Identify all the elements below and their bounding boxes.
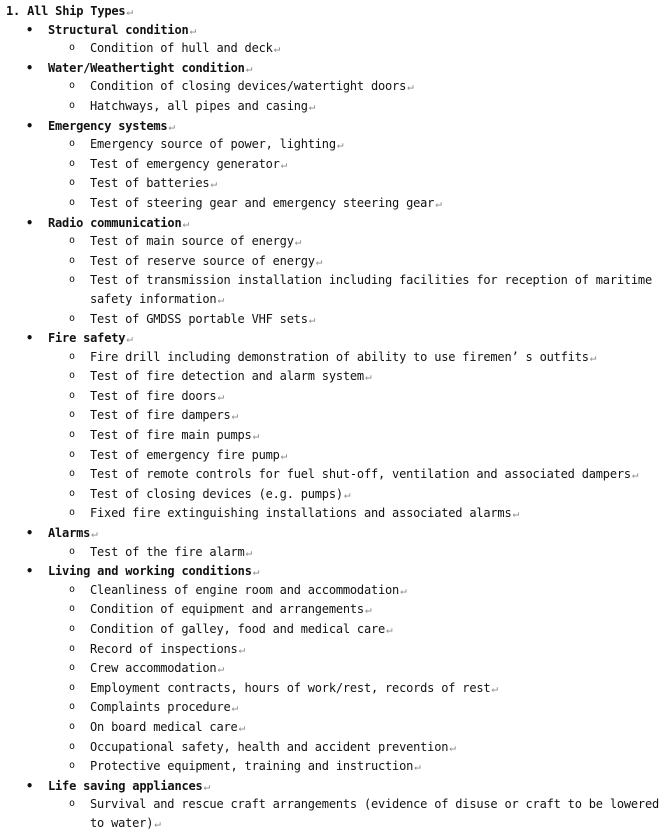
list-item-text: Condition of galley, food and medical care [90,622,386,636]
paragraph-mark-icon: ↵ [273,42,281,56]
circle-bullet-icon: o [69,235,75,247]
list-item [6,367,672,387]
list-item-text: Condition of closing devices/watertight doors [90,79,407,94]
paragraph-mark-icon: ↵ [294,235,302,249]
section-heading [6,329,672,348]
paragraph-mark-icon: ↵ [414,760,421,774]
paragraph-mark-icon: ↵ [245,545,252,559]
paragraph-mark-icon: ↵ [364,370,372,384]
paragraph-mark-icon: ↵ [280,448,288,462]
list-item-text: On board medical care [90,719,238,734]
section-heading [6,117,672,136]
paragraph-mark-icon: ↵ [231,701,238,715]
list-item [6,679,672,699]
circle-bullet-icon: o [69,603,75,615]
paragraph-mark-icon: ↵ [126,332,133,346]
list-item [6,543,672,563]
circle-bullet-icon: o [69,42,75,54]
circle-bullet-icon: o [69,157,75,169]
list-item [6,620,672,640]
bullet-icon: • [26,526,34,541]
circle-bullet-icon: o [69,545,75,557]
list-item-text: Protective equipment, training and instruction [90,759,414,774]
list-item-text: Record of inspections [90,641,238,656]
paragraph-mark-icon: ↵ [217,292,224,306]
paragraph-mark-icon: ↵ [400,583,407,597]
bullet-icon: • [26,215,34,230]
list-item-text: Fixed fire extinguishing installations and associated alarms [90,506,512,521]
circle-bullet-icon: o [69,312,75,324]
list-item [6,39,672,59]
circle-bullet-icon: o [69,99,75,111]
section-title: Radio communication [48,215,182,230]
list-item-text: Test of fire detection and alarm system [90,369,364,384]
list-item-text: Test of transmission installation including facilities for reception of maritime safety information [90,273,652,306]
paragraph-mark-icon: ↵ [386,623,393,636]
list-item-text: Test of closing devices (e.g. pumps) [90,486,343,501]
paragraph-mark-icon: ↵ [245,61,253,75]
paragraph-mark-icon: ↵ [126,5,133,18]
list-item [6,640,672,660]
list-item [6,135,672,155]
list-item [6,310,672,330]
list-item-text: Fire drill including demonstration of ability to use firemen’ s outfits [90,349,589,364]
circle-bullet-icon: o [69,448,75,460]
circle-bullet-icon: o [69,350,75,362]
paragraph-mark-icon: ↵ [512,507,519,521]
paragraph-mark-icon: ↵ [189,23,196,37]
section-heading [6,59,672,78]
list-item [6,581,672,601]
list-item-text: Test of steering gear and emergency steering gear [90,195,435,210]
paragraph-mark-icon: ↵ [631,468,639,482]
paragraph-mark-icon: ↵ [407,80,414,94]
circle-bullet-icon: o [69,80,75,92]
list-item [6,485,672,505]
list-item-text: Test of main source of energy [90,234,294,249]
circle-bullet-icon: o [69,623,75,634]
list-item-text: Cleanliness of engine room and accommodation [90,582,400,597]
list-item-text: Test of reserve source of energy [90,253,315,268]
section-title: Water/Weathertight condition [48,60,245,75]
list-item [6,348,672,368]
list-item-text: Crew accommodation [90,661,217,676]
section-heading [6,21,672,40]
section-heading [6,214,672,233]
section-title: Emergency systems [48,118,168,133]
bullet-icon: • [26,60,34,75]
bullet-icon: • [26,778,34,793]
circle-bullet-icon: o [69,642,75,654]
bullet-icon: • [26,564,34,579]
circle-bullet-icon: o [69,798,75,810]
list-item [6,698,672,718]
section-heading [6,777,672,796]
list-item [6,387,672,407]
paragraph-mark-icon: ↵ [343,487,351,501]
paragraph-mark-icon: ↵ [252,429,260,443]
paragraph-mark-icon: ↵ [308,99,316,113]
section-heading [6,524,672,543]
list-item-text: Hatchways, all pipes and casing [90,98,308,113]
list-item-text: Condition of hull and deck [90,41,273,56]
list-item [6,795,672,833]
list-item-text: Condition of equipment and arrangements [90,602,364,617]
paragraph-mark-icon: ↵ [491,681,498,695]
list-item [6,446,672,466]
circle-bullet-icon: o [69,760,75,772]
list-item-text: Test of fire dampers [90,408,231,423]
paragraph-mark-icon: ↵ [217,662,224,676]
circle-bullet-icon: o [69,274,75,286]
bullet-icon: • [26,118,34,133]
list-item-text: Test of GMDSS portable VHF sets [90,311,308,326]
circle-bullet-icon: o [69,681,75,693]
paragraph-mark-icon: ↵ [364,603,372,617]
section-title: Structural condition [48,22,189,37]
list-item-text: Employment contracts, hours of work/rest, records of rest [90,680,491,695]
paragraph-mark-icon: ↵ [238,720,245,734]
list-item [6,155,672,175]
list-item-text: Test of the fire alarm [90,544,245,559]
paragraph-mark-icon: ↵ [315,254,323,268]
list-item [6,600,672,620]
section-title: Alarms [48,526,91,541]
paragraph-mark-icon: ↵ [449,740,456,754]
bullet-icon: • [26,22,34,37]
paragraph-mark-icon: ↵ [168,119,175,133]
circle-bullet-icon: o [69,468,75,480]
circle-bullet-icon: o [69,662,75,674]
circle-bullet-icon: o [69,254,75,266]
list-item [6,252,672,272]
paragraph-mark-icon: ↵ [154,816,161,830]
circle-bullet-icon: o [69,740,75,752]
circle-bullet-icon: o [69,429,75,441]
paragraph-mark-icon: ↵ [217,389,224,403]
paragraph-mark-icon: ↵ [182,216,189,230]
circle-bullet-icon: o [69,138,75,150]
list-item [6,504,672,524]
list-item-text: Test of remote controls for fuel shut-off, ventilation and associated dampers [90,467,631,482]
circle-bullet-icon: o [69,196,75,208]
section-title: Living and working conditions [48,564,252,579]
list-item-text: Test of fire doors [90,388,217,403]
list-item [6,659,672,679]
paragraph-mark-icon: ↵ [435,196,442,210]
heading [6,2,672,21]
list-item [6,738,672,758]
list-item-text: Emergency source of power, lighting [90,137,336,152]
list-item [6,232,672,252]
list-item [6,271,672,309]
paragraph-mark-icon: ↵ [91,527,98,541]
list-item [6,406,672,426]
list-item [6,174,672,194]
paragraph-mark-icon: ↵ [231,409,238,423]
list-item-text: Test of fire main pumps [90,428,252,443]
paragraph-mark-icon: ↵ [308,312,316,326]
list-item [6,465,672,485]
section-title: Life saving appliances [48,778,203,793]
circle-bullet-icon: o [69,701,75,713]
paragraph-mark-icon: ↵ [203,779,210,793]
paragraph-mark-icon: ↵ [336,138,344,152]
list-item [6,97,672,117]
paragraph-mark-icon: ↵ [280,157,288,171]
bullet-icon: • [26,331,34,346]
section-heading [6,562,672,581]
paragraph-mark-icon: ↵ [589,350,597,364]
heading-text: 1. All Ship Types [6,4,126,18]
list-item [6,77,672,97]
list-item-text: Test of batteries [90,176,210,191]
list-item [6,426,672,446]
list-item [6,718,672,738]
circle-bullet-icon: o [69,487,75,499]
circle-bullet-icon: o [69,409,75,421]
paragraph-mark-icon: ↵ [210,177,217,191]
circle-bullet-icon: o [69,389,75,401]
circle-bullet-icon: o [69,507,75,519]
list-item-text: Test of emergency generator [90,156,280,171]
list-item [6,757,672,777]
circle-bullet-icon: o [69,720,75,732]
circle-bullet-icon: o [69,177,75,189]
list-item-text: Complaints procedure [90,700,231,715]
paragraph-mark-icon: ↵ [252,565,260,579]
circle-bullet-icon: o [69,370,75,382]
list-item-text: Survival and rescue craft arrangements (evidence of disuse or craft to be lowered to water) [90,797,659,830]
section-title: Fire safety [48,331,126,346]
paragraph-mark-icon: ↵ [238,642,245,656]
list-item-text: Test of emergency fire pump [90,447,280,462]
list-item-text: Occupational safety, health and accident prevention [90,739,449,754]
section-list [6,21,672,834]
circle-bullet-icon: o [69,583,75,595]
list-item [6,194,672,214]
